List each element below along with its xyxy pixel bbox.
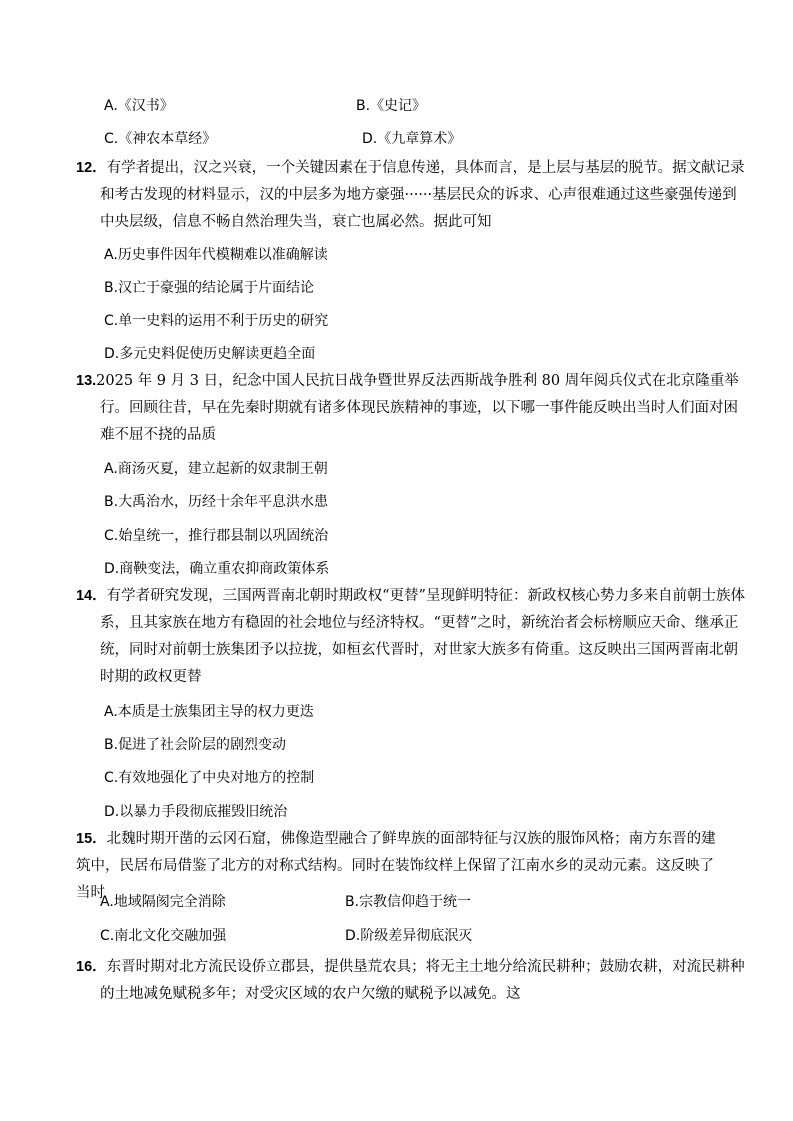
question-13-stem: [76, 368, 750, 449]
option-text: 历史事件因年代模糊难以准确解读: [117, 247, 328, 263]
option-text: 促进了社会阶层的剧烈变动: [118, 737, 287, 753]
option-label: A.: [104, 247, 118, 263]
question-number: 16．: [76, 959, 107, 975]
question-text: 2025 年 9 月 3 日，纪念中国人民抗日战争暨世界反法西斯战争胜利 80 周年阅兵仪式在北京隆重举行。回顾往昔，早在先秦时期就有诸多体现民族精神的事迹，以下哪一事件能反映出当时人们面对困难不屈不挠的品质: [96, 373, 739, 443]
question-14-stem: [76, 583, 750, 691]
option-label: C.: [104, 131, 119, 147]
option-label: A.: [104, 461, 118, 477]
q14-option-a: [104, 702, 314, 722]
option-text: 《史记》: [370, 98, 427, 114]
option-label: D.: [104, 804, 120, 820]
question-text: 有学者提出，汉之兴衰，一个关键因素在于信息传递，具体而言，是上层与基层的脱节。据文献记录和考古发现的材料显示，汉的中层多为地方豪强······基层民众的诉求、心声很难通过这些豪强传递到中央层级，信息不畅自然治理失当，衰亡也属必然。据此可知: [100, 160, 745, 230]
option-text: 始皇统一，推行郡县制以巩固统治: [118, 528, 329, 544]
q13-option-a: [104, 459, 328, 479]
option-text: 大禹治水，历经十余年平息洪水患: [118, 494, 329, 510]
q15-option-a: [100, 892, 226, 912]
question-number: 13.: [76, 373, 97, 389]
question-text: 北魏时期开凿的云冈石窟，佛像造型融合了鲜卑族的面部特征与汉族的服饰风格；南方东晋的建筑中，民居布局借鉴了北方的对称式结构。同时在装饰纹样上保留了江南水乡的灵动元素。这反映了当时: [76, 831, 716, 901]
option-text: 宗教信仰趋于统一: [359, 894, 472, 910]
option-text: 阶级差异彻底泯灭: [360, 928, 473, 944]
q11-option-a: [104, 96, 174, 116]
q11-option-d: [362, 129, 461, 149]
option-label: B.: [104, 494, 119, 510]
option-label: D.: [104, 346, 120, 362]
q11-option-b: [356, 96, 426, 116]
q15-option-b: [345, 892, 471, 912]
q13-option-d: [104, 559, 329, 579]
question-16-stem: [76, 954, 750, 1008]
q15-option-c: [100, 926, 226, 946]
q11-option-c: [104, 129, 216, 149]
option-text: 本质是士族集团主导的权力更迭: [117, 704, 314, 720]
q13-option-b: [104, 492, 328, 512]
q14-option-d: [104, 802, 287, 822]
option-text: 商汤灭夏，建立起新的奴隶制王朝: [117, 461, 328, 477]
option-label: A.: [104, 98, 118, 114]
option-label: D.: [345, 928, 361, 944]
q14-option-c: [104, 768, 314, 788]
option-label: D.: [362, 131, 378, 147]
option-text: 汉亡于豪强的结论属于片面结论: [118, 280, 315, 296]
option-label: C.: [104, 528, 119, 544]
option-label: B.: [345, 894, 360, 910]
option-label: D.: [104, 561, 120, 577]
option-text: 《九章算术》: [377, 131, 462, 147]
option-label: A.: [104, 704, 118, 720]
option-text: 单一史料的运用不利于历史的研究: [118, 313, 329, 329]
option-text: 商鞅变法，确立重农抑商政策体系: [119, 561, 330, 577]
question-12-stem: [76, 155, 750, 236]
q12-option-a: [104, 245, 328, 265]
option-text: 《汉书》: [117, 98, 174, 114]
q15-option-d: [345, 926, 472, 946]
option-text: 南北文化交融加强: [114, 928, 227, 944]
option-label: B.: [104, 280, 119, 296]
question-number: 14．: [76, 588, 107, 604]
q12-option-d: [104, 344, 315, 364]
question-number: 12．: [76, 160, 107, 176]
q14-option-b: [104, 735, 286, 755]
option-label: C.: [100, 928, 115, 944]
question-text: 有学者研究发现，三国两晋南北朝时期政权“更替”呈现鲜明特征：新政权核心势力多来自前朝士族体系，且其家族在地方有稳固的社会地位与经济特权。“更替”之时，新统治者会标榜顺应天命、继承正统，同时对前朝士族集团予以拉拢，如桓玄代晋时，对世家大族多有倚重。这反映出三国两晋南北朝时期的政权更替: [100, 588, 745, 685]
question-text: 东晋时期对北方流民设侨立郡县，提供垦荒农具；将无主土地分给流民耕种；鼓励农耕，对流民耕种的土地减免赋税多年；对受灾区域的农户欠缴的赋税予以减免。这: [100, 959, 745, 1002]
option-text: 地域隔阂完全消除: [113, 894, 226, 910]
q12-option-b: [104, 278, 314, 298]
q13-option-c: [104, 526, 328, 546]
option-text: 《神农本草经》: [118, 131, 217, 147]
question-number: 15．: [76, 831, 107, 847]
option-label: B.: [356, 98, 371, 114]
option-text: 多元史料促使历史解读更趋全面: [119, 346, 316, 362]
option-label: B.: [104, 737, 119, 753]
option-label: C.: [104, 313, 119, 329]
option-text: 以暴力手段彻底摧毁旧统治: [119, 804, 288, 820]
option-label: A.: [100, 894, 114, 910]
q12-option-c: [104, 311, 328, 331]
option-text: 有效地强化了中央对地方的控制: [118, 770, 315, 786]
option-label: C.: [104, 770, 119, 786]
